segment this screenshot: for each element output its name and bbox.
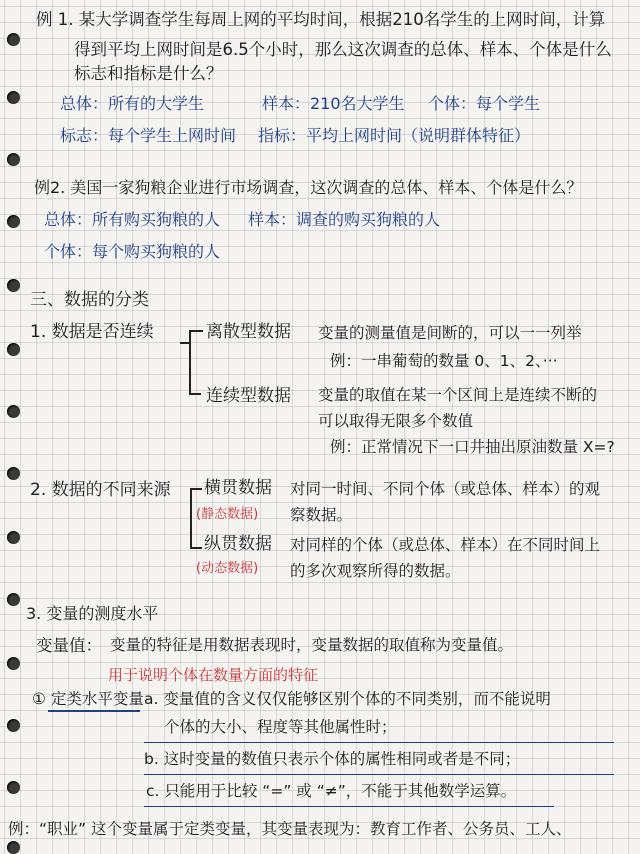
brace-arm xyxy=(189,393,201,395)
binder-hole xyxy=(7,405,20,418)
brace-continuity xyxy=(189,330,191,394)
example1-answer-index: 指标：平均上网时间（说明群体特征） xyxy=(258,126,531,145)
binder-hole xyxy=(7,343,20,356)
binder-hole xyxy=(7,719,20,732)
discrete-data-definition: 变量的测量值是间断的，可以一一列举 xyxy=(318,324,582,342)
nominal-rule-a-line2: 个体的大小、程度等其他属性时； xyxy=(164,718,397,736)
continuous-data-definition-line1: 变量的取值在某一个区间上是连续不断的 xyxy=(318,386,598,404)
binder-hole xyxy=(7,467,20,480)
brace-arm xyxy=(189,330,203,332)
cross-sectional-definition-line2: 察数据。 xyxy=(290,506,353,524)
underline xyxy=(144,806,554,807)
example1-question-line3: 标志和指标是什么？ xyxy=(74,64,223,83)
static-data-tag: (静态数据) xyxy=(196,507,259,522)
example1-question-line1: 例 1. 某大学调查学生每周上网的平均时间，根据210名学生的上网时间，计算 xyxy=(36,10,606,29)
discrete-data-label: 离散型数据 xyxy=(206,322,291,342)
example1-answer-mark: 标志：每个学生上网时间 xyxy=(60,126,237,145)
variable-value-label: 变量值： xyxy=(36,636,102,655)
brace-source xyxy=(190,488,192,548)
category-source-heading: 2. 数据的不同来源 xyxy=(30,480,171,500)
binder-hole xyxy=(7,33,20,46)
nominal-level-label: ① 定类水平变量 xyxy=(32,690,144,708)
cross-sectional-definition-line1: 对同一时间、不同个体（或总体、样本）的观 xyxy=(290,480,601,498)
nominal-rule-a-line1: a. 变量值的含义仅仅能够区别个体的不同类别，而不能说明 xyxy=(144,690,551,708)
binder-hole xyxy=(7,657,20,670)
binder-hole xyxy=(7,279,20,292)
section-title-data-classification: 三、数据的分类 xyxy=(30,290,149,310)
underline xyxy=(48,710,140,712)
example2-answer-population: 总体：所有购买狗粮的人 xyxy=(44,210,221,229)
binder-hole xyxy=(7,781,20,794)
example1-question-line2: 得到平均上网时间是6.5个小时，那么这次调查的总体、样本、个体是什么 xyxy=(74,40,612,59)
variable-value-definition: 变量的特征是用数据表现时，变量数据的取值称为变量值。 xyxy=(110,636,514,654)
brace-tip xyxy=(180,342,190,344)
binder-hole xyxy=(7,153,20,166)
dynamic-data-tag: (动态数据) xyxy=(196,561,259,576)
underline xyxy=(144,774,614,775)
binder-hole xyxy=(7,593,20,606)
example2-answer-sample: 样本：调查的购买狗粮的人 xyxy=(248,210,441,229)
nominal-rule-c: c. 只能用于比较 “=” 或 “≠”，不能于其他数学运算。 xyxy=(146,782,517,800)
longitudinal-definition-line1: 对同样的个体（或总体、样本）在不同时间上 xyxy=(290,536,601,554)
example1-answer-individual: 个体：每个学生 xyxy=(428,94,541,113)
binder-hole xyxy=(7,841,20,854)
nominal-rule-b: b. 这时变量的数值只表示个体的属性相同或者是不同； xyxy=(144,750,521,768)
longitudinal-definition-line2: 的多次观察所得的数据。 xyxy=(290,562,461,580)
nominal-variable-example: 例：“职业” 这个变量属于定类变量，其变量表现为：教育工作者、公务员、工人、 xyxy=(8,820,572,838)
brace-arm xyxy=(190,547,202,549)
cross-sectional-data-label: 横贯数据 xyxy=(204,478,272,498)
brace-arm xyxy=(190,488,202,490)
example1-answer-population: 总体：所有的大学生 xyxy=(60,94,205,113)
binder-hole xyxy=(7,91,20,104)
variable-value-note: 用于说明个体在数量方面的特征 xyxy=(108,666,319,684)
example2-answer-individual: 个体：每个购买狗粮的人 xyxy=(44,242,221,261)
discrete-data-example: 例：一串葡萄的数量 0、1、2、··· xyxy=(330,352,558,370)
underline xyxy=(144,742,614,743)
section-title-measurement-level: 3. 变量的测度水平 xyxy=(26,604,159,623)
continuous-data-label: 连续型数据 xyxy=(206,386,291,406)
longitudinal-data-label: 纵贯数据 xyxy=(204,534,272,554)
category-continuity-heading: 1. 数据是否连续 xyxy=(30,322,154,342)
binder-hole xyxy=(7,531,20,544)
continuous-data-example: 例：正常情况下一口井抽出原油数量 X=? xyxy=(330,438,615,456)
example2-question: 例2. 美国一家狗粮企业进行市场调查，这次调查的总体、样本、个体是什么？ xyxy=(34,178,583,197)
continuous-data-definition-line2: 可以取得无限多个数值 xyxy=(318,412,474,430)
example1-answer-sample: 样本：210名大学生 xyxy=(262,94,405,113)
binder-hole xyxy=(7,215,20,228)
